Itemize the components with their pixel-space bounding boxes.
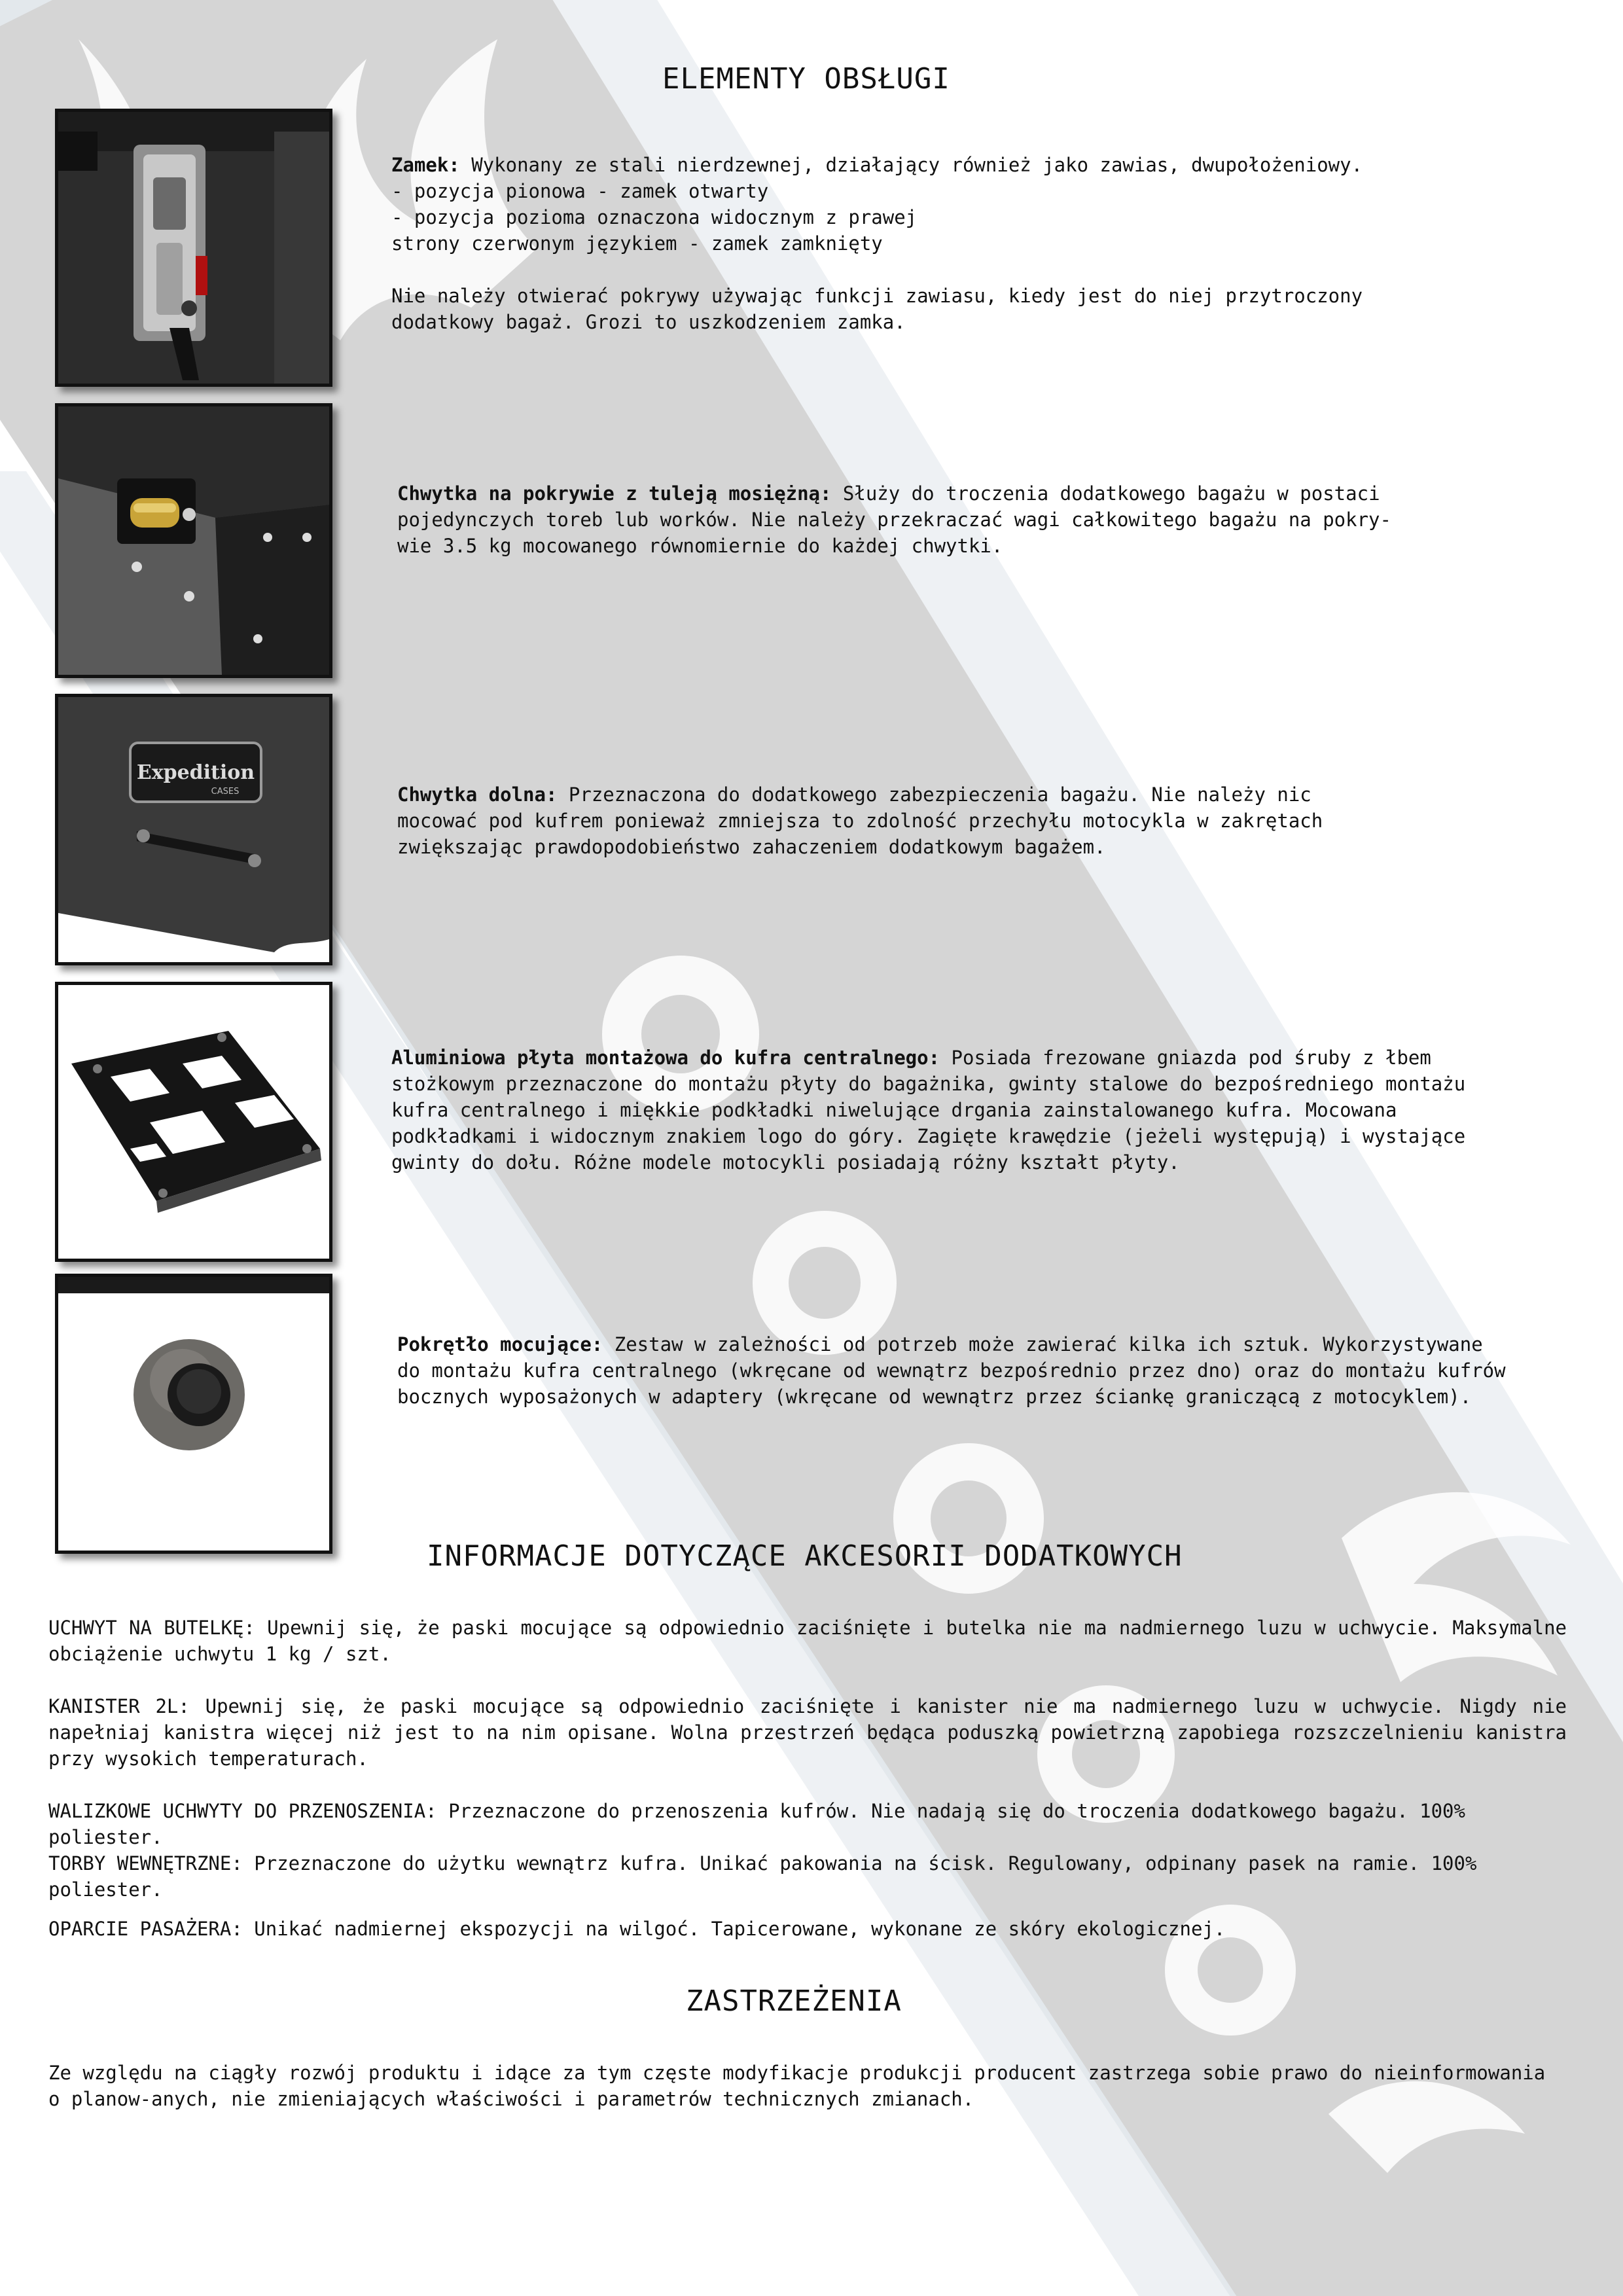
lock-photo — [55, 109, 332, 387]
mounting-knob-photo-icon — [58, 1277, 329, 1551]
item-lid-handle-desc: Służy do troczenia dodatkowego bagażu w postaci pojedynczych toreb lub worków. Nie należy przekraczać wagi całkowitego bagażu na pokry- wie 3.5 kg mocowanego równomiernie do każdej chwytki. — [397, 482, 1391, 557]
item-bottom-handle-title: Chwytka dolna: — [397, 783, 558, 806]
item-mounting-knob-desc: Zestaw w zależności od potrzeb może zawierać kilka ich sztuk. Wykorzystywane do montażu kufra centralnego (wkręcane od wewnątrz bezpośrednio przez dno) oraz do montażu kufrów bocznych wyposażonych w adaptery (wkręcane od wewnątrz przez ściankę graniczącą z motocyklem). — [397, 1333, 1506, 1408]
accessory-bottle-holder: UCHWYT NA BUTELKĘ: Upewnij się, że paski mocujące są odpowiednio zaciśnięte i butelka nie ma nadmiernego luzu w uchwycie. Maksymalne obciążenie uchwytu 1 kg / szt. — [48, 1617, 1567, 1665]
disclaimer-text: Ze względu na ciągły rozwój produktu i idące za tym częste modyfikacje produkcji producent zastrzega sobie prawo do nieinformowania o planow-anych, nie zmieniających właściwości i parametrów technicznych zmianach. — [48, 2062, 1546, 2110]
badge-subtext: CASES — [211, 787, 240, 797]
badge-text: Expedition — [136, 761, 255, 784]
lid-handle-photo-icon — [58, 406, 329, 675]
accessory-canister: KANISTER 2L: Upewnij się, że paski mocujące są odpowiednio zaciśnięte i kanister nie ma nadmiernego luzu w uchwycie. Nigdy nie napełniaj kanistra więcej niż jest to na nim opisane. Wolna przestrzeń będąca poduszką powietrzną zapobiega rozszczelnieniu kanistra przy wysokich temperaturach. — [48, 1695, 1567, 1770]
item-mounting-knob-title: Pokrętło mocujące: — [397, 1333, 603, 1355]
bottom-handle-photo — [55, 694, 332, 965]
item-bottom-handle-text — [397, 781, 1323, 860]
disclaimer-heading: ZASTRZEŻENIA — [686, 1984, 902, 2018]
accessory-inner-bags: TORBY WEWNĘTRZNE: Przeznaczone do użytku wewnątrz kufra. Unikać pakowania na ścisk. Regulowany, odpinany pasek na ramie. 100% poliester. — [48, 1852, 1477, 1901]
item-mounting-plate-title: Aluminiowa płyta montażowa do kufra centralnego: — [391, 1047, 940, 1069]
mounting-plate-photo — [55, 982, 332, 1262]
accessory-carry-handles: WALIZKOWE UCHWYTY DO PRZENOSZENIA: Przeznaczone do przenoszenia kufrów. Nie nadają się do troczenia dodatkowego bagażu. 100% poliester. — [48, 1800, 1465, 1848]
item-lock-text — [391, 152, 1363, 335]
item-mounting-knob-text — [397, 1331, 1506, 1410]
accessory-passenger-backrest: OPARCIE PASAŻERA: Unikać nadmiernej ekspozycji na wilgoć. Tapicerowane, wykonane ze skóry ekologicznej. — [48, 1918, 1226, 1940]
accessories-heading: INFORMACJE DOTYCZĄCE AKCESORII DODATKOWYCH — [427, 1539, 1183, 1573]
item-lid-handle-title: Chwytka na pokrywie z tuleją mosiężną: — [397, 482, 832, 505]
item-lock-title: Zamek: — [391, 154, 460, 176]
mounting-knob-photo — [55, 1274, 332, 1554]
item-mounting-plate-text — [391, 1045, 1465, 1175]
item-lid-handle-text — [397, 480, 1391, 559]
item-bottom-handle-desc: Przeznaczona do dodatkowego zabezpieczenia bagażu. Nie należy nic mocować pod kufrem ponieważ zmniejsza to zdolność przechyłu motocykla w zakrętach zwiększając prawdopodobieństwo zahaczeniem dodatkowym bagażem. — [397, 783, 1323, 858]
page-title: ELEMENTY OBSŁUGI — [662, 62, 950, 96]
lock-latch-photo-icon — [58, 112, 329, 384]
bottom-handle-photo-icon — [58, 697, 329, 962]
mounting-plate-photo-icon — [58, 985, 329, 1259]
item-mounting-plate-desc: Posiada frezowane gniazda pod śruby z łbem stożkowym przeznaczone do montażu płyty do bagażnika, gwinty stalowe do bezpośredniego montażu kufra centralnego i miękkie podkładki niwelujące drgania zainstalowanego kufra. Mocowana podkładkami i widocznym znakiem logo do góry. Zagięte krawędzie (jeżeli występują) i wystające gwinty do dołu. Różne modele motocykli posiadają różny kształt płyty. — [391, 1047, 1466, 1174]
item-lock-desc: Wykonany ze stali nierdzewnej, działający również jako zawias, dwupołożeniowy. - pozycja pionowa - zamek otwarty - pozycja pozioma oznaczona widocznym z prawej strony czerwonym językiem - zamek zamknięty Nie należy otwierać pokrywy używając funkcji zawiasu, kiedy jest do niej przytroczony dodatkowy bagaż. Grozi to uszkodzeniem zamka. — [391, 154, 1363, 333]
lid-handle-photo — [55, 403, 332, 678]
